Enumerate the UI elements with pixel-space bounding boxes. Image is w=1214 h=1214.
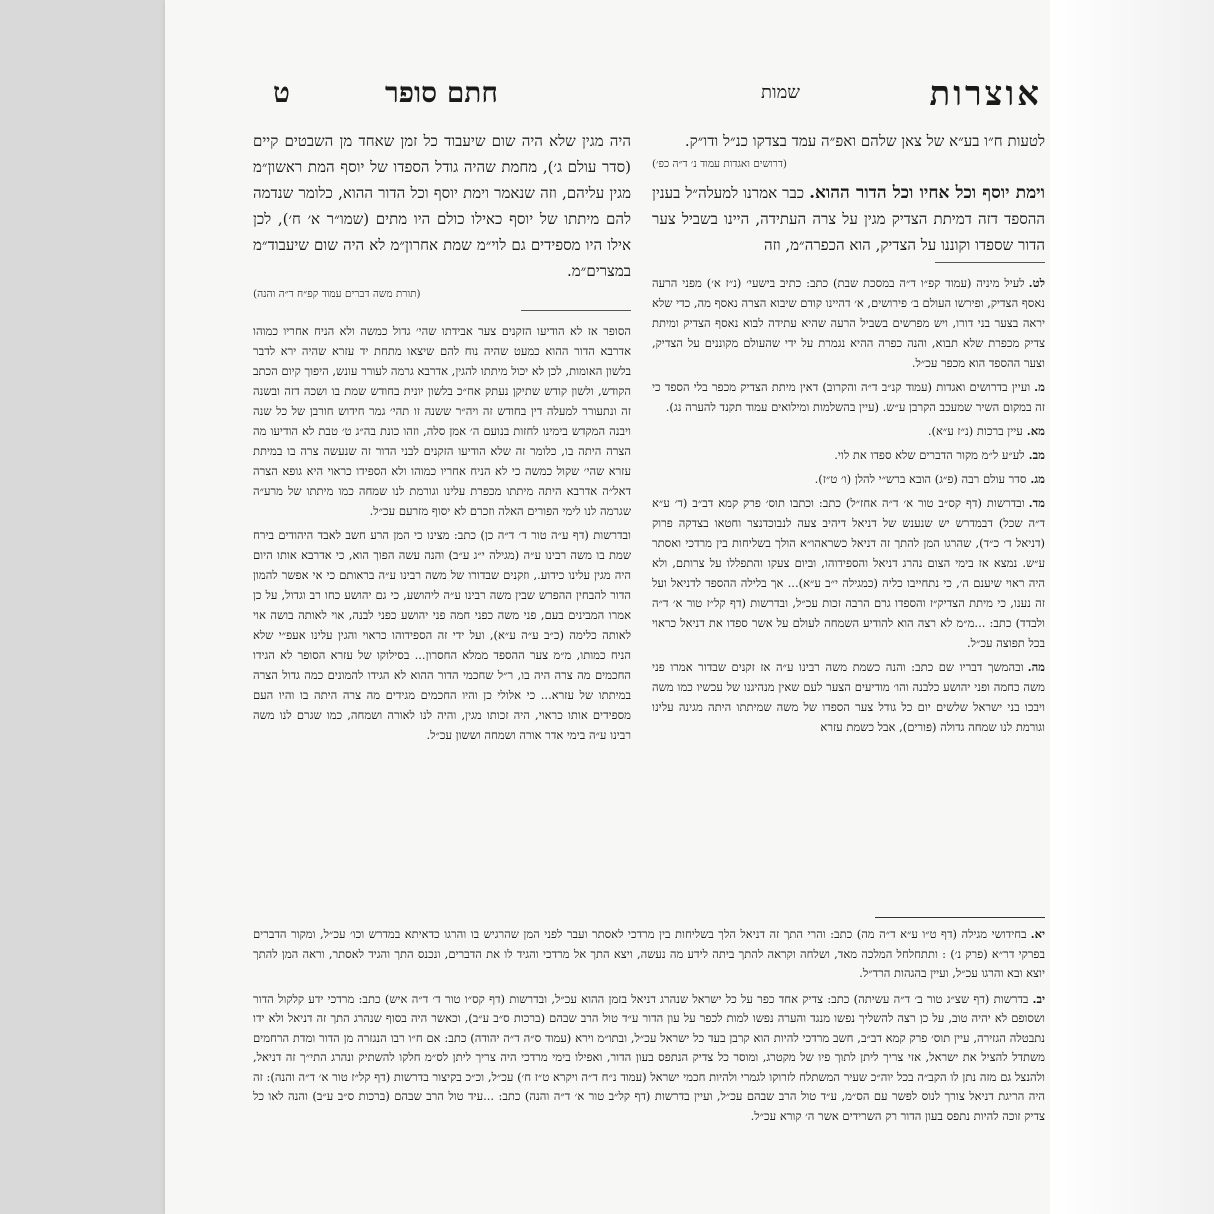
note-item — [652, 273, 1045, 373]
paragraph-text: כבר אמרנו למעלה״ל בענין ההספד דזה דמיתת הצדיק מגין על צרה העתידה, היינו בשביל צער הדור שספדו וקוננו על הצדיק, הוא הכפרה״מ, וזה — [652, 184, 1045, 254]
note-item — [652, 377, 1045, 417]
note-item — [652, 445, 1045, 465]
note-continuation: ובדרשות (דף ע״ה טור ד׳ ד״ה כן) כתב: מצינו כי המן הרע חשב לאבד היהודים בירח שמת בו משה רבינו ע״ה (מגילה י״ג ע״ב) והנה עשה הפוך הוא, כי אדרבא אותו היום היה מגין עלינו כידוע., וזקנים שבדורו של משה רבינו ע״ה בראותם כי אי אפשר להמון הדור להבחין ההפרש שבין משה רבינו ע״ה ליהושע, כי גם יהושע כחו רב וגדול, על כן אמרו המבינים בעם, פני משה כפני חמה פני יהושע כפני לבנה, אוי לאותה בושה אוי לאותה כלימה (כ״ב ע״ה ע״א), ועל ידי זה הספידוהו כראוי והגין עלינו אעפ״י שלא הניח כמותו, מ״מ צער ההספד ממלא החסרון... בסילוקו של עזרא הסופר לא הגידו החכמים מה צרה היה בו, ר״ל שחכמי הדור ההוא לא הגידו להמונים כמה גדול הצרה במיתתו של עזרא... כי אלולי כן והיו החכמים מגידים מה צרה היתה בו והיו העם מספידים אותו כראוי, היה זכותו מגין, והיה לנו לאורה ושמחה, כמו שגרם לנו משה רבינו ע״ה בימי אדר אורה ושמחה וששון עכ״ל. — [253, 528, 631, 742]
body-paragraph — [652, 180, 1045, 258]
separator — [521, 310, 631, 311]
lead-words: וימת יוסף וכל אחיו וכל הדור ההוא. — [809, 183, 1045, 203]
body-paragraph: לטעות ח״ו בע״א של צאן שלהם ואפ״ה עמד בצדקו כנ״ל ודו״ק. — [684, 132, 1045, 150]
note-text: ובהמשך דבריו שם כתב: והנה כשמת משה רבינו ע״ה אז זקנים שבדור אמרו פני משה כחמה ופני יהושע כלבנה והו׳ מודיעים הצער לעם שאין מנהיגנו של עכשיו כמו משה ויבכו בני ישראל שלשים יום כל גודל צער הספדו של משה שמיתתו היתה מגינה עלינו וגורמת לנו שמחה גדולה (פורים), אבל כשמת עזרא — [652, 660, 1045, 734]
book-page — [165, 0, 1050, 1214]
footnote-label: יא. — [1030, 927, 1045, 941]
book-title-right: אוצרות — [929, 74, 1042, 114]
note-label: מא. — [1026, 424, 1045, 438]
footnotes — [253, 925, 1045, 1195]
footnote — [253, 990, 1045, 1127]
left-column — [253, 128, 631, 904]
footnote-label: יב. — [1032, 991, 1045, 1006]
page-number: ט — [273, 76, 290, 109]
note-label: מד. — [1028, 496, 1045, 510]
book-title-left: חתם סופר — [385, 76, 498, 109]
note-item — [652, 493, 1045, 653]
note-text: לעיל מיניה (עמוד קפ״ו ד״ה במסכת שבת) כתב: כתיב בישעי׳ (נ״ז א׳) מפני הרעה נאסף הצדיק, ופירשו העולם ב׳ פירושים, א׳ דהיינו קודם שיבוא הצרה נאסף מה, כדי שלא יראה בצער בני דורו, ויש מפרשים בשביל הרעה שהיא עתידה לבוא נאסף הצדיק ומיתת צדיק מכפרת שלא תבוא, והנה כפרה ההיא נגמרת על ידי שהעולם מקוננים על הצדיק, וצער ההספד הוא מכפר עכ״ל. — [652, 276, 1045, 370]
note-label: מג. — [1030, 472, 1045, 486]
note-label: מ. — [1034, 380, 1045, 394]
source-citation: (דרושים ואגדות עמוד נ׳ ד״ה כפ׳) — [652, 158, 787, 170]
note-item — [652, 657, 1045, 737]
footnote-text: בדרשות (דף שצ״ג טור ב׳ ד״ה עשיתה) כתב: צדיק אחד כפר על כל ישראל שנהרג דניאל בזמן ההוא עכ״ל, ובדרשות (דף קס״ו טור ד׳ ד״ה איש) כתב: מרדכי ידע קלקול הדור ושסופם לא יהיה טוב, על כן רצה להשליך נפשו מנגד והערה נפשו למות לכפר על עון הדור ע״ד טול הרב שבהם (ברכות ס״ב ע״ב), וכאשר היה בסוף שנהרג התך זה דניאל ולא ידו נתבטלה הגזירה, עיין תוס׳ פרק קמא דב״ב, חשב מרדכי להיות הוא קרבן בעד כל ישראל עכ״ל, ובתו״מ וירא (עמוד ס״ה ד״ה יהודה) כתב: אם ח״ו רבו הנגזרה מן הדור ומדת הרחמים משתדל להציל את ישראל, אזי צריך ליתן לתוך פיו של מקטרג, ומוסר כל צדיק הנתפס בעון הדור, ואפילו בימי מרדכי היה צריך ליתן לס״מ חלקו להשתיק ונהרג התי״ך זה דניאל, ולהנצל גם מזה נתן לו הקב״ה בכל יוה״כ שעיר המשתלח לזרוקו לגמרי ולהיות חכמי ישראל (עמוד נ״ח ד״ה ויקרא ט״ז ח׳) עכ״ל, וכ״כ בקיצור בדרשות (דף קל״ז טור א׳ ד״ה והנה): זה היה הריגת דניאל צורך לנוס לפשר עם הס״מ, ע״ד טול הרב שבהם עכ״ל, ועיין בדרשות (דף קל״ב טור א׳ ד״ה והנה) כתב: ...עיד טול הרב שבהם (ברכות ס״ב ע״ב) והנה לאו כל צדיק זוכה להיות נתפס בעון הדור רק השרידים אשר ה׳ קורא עכ״ל. — [253, 991, 1045, 1123]
note-text: ובדרשות (דף קס״ב טור א׳ ד״ה אחז״ל) כתב: וכתבו תוס׳ פרק קמא דב״ב (ד׳ ע״א ד״ה שכל) דבמדרש יש שנענש של דניאל דיהיב צעה לנבוכדנצר וחטאו בצדקה פרוק (דניאל ד׳ כ״ד), שהרגו המן להתך זה דניאל כשראהו״א הולך בשליחות בין מרדכי ואסתר ע״ש. נמצא אז בימי הצום נהרג דניאל והספידוהו, וביום צעקו והתפללו על צרותם, ולא היה ראוי שיענם ה׳, כי נתחייבו כליה (כמגילה י״ב ע״א)... אך בלילה ההספד לדניאל ועל זה נענו, כי מיתת הצדיק״ז והספדו גרם הרבה זכות עכ״ל, ובדרשות (דף קל״ז טור א׳ ד״ה ולבדד) כתב: ...מ״מ לא רצה הוא להודיע השמחה לעולם על אשר ספדו את דניאל כראוי בכל תפוצה עכ״ל. — [652, 496, 1045, 650]
note-text: לע״ע ל״מ מקור הדברים שלא ספדו את לוי. — [834, 448, 1025, 462]
note-label: לט. — [1028, 276, 1045, 290]
body-paragraph: היה מגין שלא היה שום שיעבוד כל זמן שאחד מן השבטים קיים (סדר עולם ג׳), מחמת שהיה גודל הספדו של יוסף המת ראשון״מ מגין עליהם, וזה שנאמר וימת יוסף וכל הדור ההוא, כלומר שנדמה להם מיתתו של יוסף כאילו כולם היו מתים (שמו״ר א׳ ח׳), לכן אילו היו מספידים גם לוי״מ שמת אחרון״מ לא היה שום שיעבוד״מ במצרים״מ. — [253, 132, 631, 280]
note-text: סדר עולם רבה (פ״ג) הובא ברש״י להלן (ו׳ ט״ז). — [814, 472, 1027, 486]
note-item — [652, 421, 1045, 441]
note-continuation: הסופר אז לא הודיעו הזקנים צער אבידתו שהי׳ גדול כמשה ולא הניח אחריו כמוהו אדרבא הדור ההוא כמעט שהיה נוח להם שיצאו מתחת יד עזרא שהיה ירא לדבר בלשון האומות, לכן לא יכול מיתתו להגין, אדרבא גרמה לעורר עונש, היפוך קיום הכתב הקודש, ולשון קודש שתיקן נעתק אח״כ בלשון יונית בחודש שמת בו ושכה דזה ובשנה זה ונתעורר למעלה דין בחודש זה ויה״ר ששנה זו תהי׳ גמר חידוש חורבן של כל שנה ויבנה המקדש בימינו לחזות בנועם ה׳ אמן סלה, וזהו כונת בה״ג ט׳ טבת לא הודיעו מה הצרה היתה בו, כלומר זה שלא הודיעו הזקנים לבני הדור זה שנעשה צרה בו במיתת עזרא שהי׳ שקול כמשה כי לא הניח אחריו כמוהו ולא הספידו כראוי היא גופא הצרה דאל״ה אדרבא היתה מיתתו מכפרת עלינו וגורמת לנו שמחה כמו מיתתו של מרע״ה שגרמה לנו לימי הפורים האלה וזכרם לא יסוף מזרעם עכ״ל. — [253, 324, 631, 518]
footnote-text: בחידושי מגילה (דף ט״ו ע״א ד״ה מה) כתב: והרי התך זה דניאל הלך בשליחות בין מרדכי לאסתר ועבר לפני המן שהרגיש בו והרגו כדאיתא במדרש וכו׳ עכ״ל, ומקור הדברים בפרקי דר״א (פרק נ׳) : ותתחלחל המלכה מאד, ושלחה וקראה להתך ביתה לידע מה נעשה, ויצא התך אל מרדכי והגיד לו את הדברים, ונכנס התך והגיד לאסתר, וראה המן להתך יוצא ובא והרגו עכ״ל, ועיין בהגהות הרד״ל. — [253, 927, 1045, 980]
footnote — [253, 925, 1045, 984]
parsha-name: שמות — [761, 82, 800, 103]
separator — [935, 262, 1045, 263]
running-header — [265, 70, 1050, 114]
note-text: עיין ברכות (נ״ז ע״א). — [927, 424, 1023, 438]
note-text: ועיין בדרושים ואגדות (עמוד קנ״ב ד״ה והקרוב) דאין מיתת הצדיק מכפר בלי הספד כי זה במקום השיר שמעכב הקרבן ע״ש. (עיין בהשלמות ומילואים עמוד תקנד להערה נג). — [652, 380, 1045, 414]
note-item — [652, 469, 1045, 489]
background-edge — [1050, 0, 1214, 1214]
footnote-rule — [875, 917, 1045, 918]
source-citation: (תורת משה דברים עמוד קפ״ח ד״ה והנה) — [253, 288, 421, 300]
note-label: מב. — [1028, 448, 1045, 462]
note-label: מה. — [1027, 660, 1045, 674]
right-column — [652, 128, 1045, 904]
